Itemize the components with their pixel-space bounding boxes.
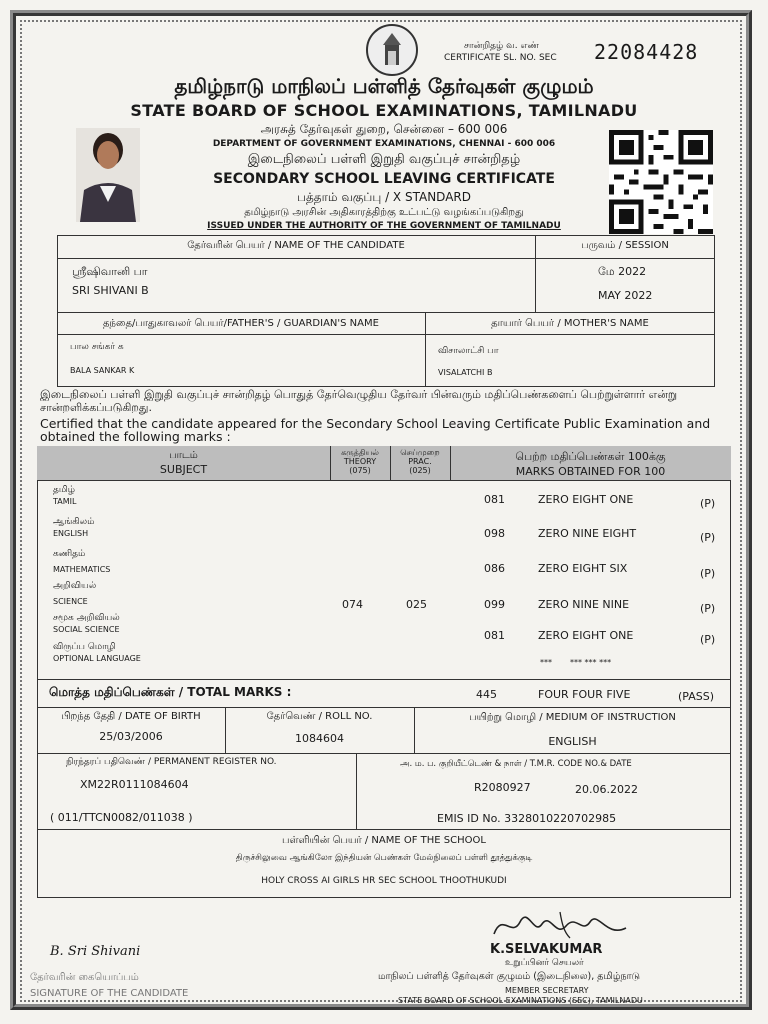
table-row: சமூக அறிவியல் SOCIAL SCIENCE <box>53 613 120 634</box>
pass-status: (P) <box>700 633 716 646</box>
father-name-label: தந்தை/பாதுகாவலர் பெயர்/FATHER'S / GUARDIAN'S NAME <box>103 318 379 329</box>
candidate-signature-label-english: SIGNATURE OF THE CANDIDATE <box>30 988 189 999</box>
dob-value: 25/03/2006 <box>99 730 163 743</box>
marks-header-tamil: பெற்ற மதிப்பெண்கள் 100க்கு <box>515 450 666 463</box>
authority-tamil: தமிழ்நாடு அரசின் அதிகாரத்திற்கு உட்பட்டு வழங்கப்படுகிறது <box>244 207 524 218</box>
subject-header-english: SUBJECT <box>159 463 208 476</box>
board-name-english: STATE BOARD OF SCHOOL EXAMINATIONS (SEC), TAMILNADU <box>398 996 643 1005</box>
roll-no-value: 1084604 <box>295 732 344 745</box>
tamilnadu-emblem-icon <box>366 24 418 76</box>
school-name-english: HOLY CROSS AI GIRLS HR SEC SCHOOL THOOTHUKUDI <box>261 876 507 886</box>
table-row: ஆங்கிலம் ENGLISH <box>53 517 95 538</box>
marks-value: 081 <box>484 629 505 642</box>
standard-label: பத்தாம் வகுப்பு / X STANDARD <box>297 190 471 204</box>
candidate-name-tamil: ஸ்ரீஷிவானி பா <box>72 265 148 278</box>
candidate-signature-label-tamil: தேர்வரின் கையொப்பம் <box>30 972 139 983</box>
department-english: DEPARTMENT OF GOVERNMENT EXAMINATIONS, CHENNAI - 600 006 <box>212 139 556 149</box>
result-status: (PASS) <box>678 690 715 703</box>
marks-value: *** <box>540 658 552 667</box>
table-row: தமிழ் TAMIL <box>53 485 77 506</box>
member-secretary-label: MEMBER SECRETARY <box>505 986 589 995</box>
subject-header-tamil: பாடம் <box>169 450 198 461</box>
marks-value: 099 <box>484 598 505 611</box>
tmr-label: அ. ம. ப. குறியீட்டெண் & நாள் / T.M.R. CODE NO.& DATE <box>400 759 632 769</box>
certificate-serial-number: 22084428 <box>594 40 699 64</box>
session-english: MAY 2022 <box>598 289 653 302</box>
certificate-name-tamil: இடைநிலைப் பள்ளி இறுதி வகுப்புச் சான்றிதழ் <box>247 152 521 167</box>
mother-name-label: தாயார் பெயர் / MOTHER'S NAME <box>491 318 649 329</box>
marks-header-english: MARKS OBTAINED FOR 100 <box>515 465 666 478</box>
marks-in-words: ZERO NINE EIGHT <box>538 527 637 540</box>
total-marks-words: FOUR FOUR FIVE <box>538 688 631 701</box>
candidate-name-label: தேர்வரின் பெயர் / NAME OF THE CANDIDATE <box>187 240 405 251</box>
candidate-signature: B. Sri Shivani <box>50 944 141 959</box>
officer-name: K.SELVAKUMAR <box>490 942 603 957</box>
dob-label: பிறந்த தேதி / DATE OF BIRTH <box>61 711 201 722</box>
pass-status: (P) <box>700 567 716 580</box>
certification-statement-tamil: இடைநிலைப் பள்ளி இறுதி வகுப்புச் சான்றிதழ் பொதுத் தேர்வெழுதிய தேர்வர் பின்வரும் மதிப்பெண்களைப் பெற்றுள்ளார் என்று சான்றளிக்கப்படுகிறது. <box>40 388 678 414</box>
marks-value: 098 <box>484 527 505 540</box>
marks-value: 086 <box>484 562 505 575</box>
table-row: அறிவியல் SCIENCE <box>53 581 97 606</box>
father-name-tamil: பால சங்கர் க <box>70 342 124 352</box>
qr-code-icon <box>609 130 713 234</box>
prn-value: XM22R0111084604 <box>80 778 189 791</box>
total-marks-value: 445 <box>476 688 497 701</box>
officer-title-tamil: உறுப்பினர் செயலர் <box>505 958 584 968</box>
candidate-name-english: SRI SHIVANI B <box>72 284 149 297</box>
school-label: பள்ளியின் பெயர் / NAME OF THE SCHOOL <box>282 835 486 846</box>
emis-id: EMIS ID No. 3328010220702985 <box>437 812 617 825</box>
mother-name-english: VISALATCHI B <box>438 368 493 377</box>
department-tamil: அரசுத் தேர்வுகள் துறை, சென்னை – 600 006 <box>260 122 508 136</box>
marks-value: 081 <box>484 493 505 506</box>
practical-header: செய்முறை PRAC. (025) <box>400 448 440 475</box>
pass-status: (P) <box>700 531 716 544</box>
table-row: விருப்ப மொழி OPTIONAL LANGUAGE <box>53 642 141 663</box>
marks-in-words: ZERO NINE NINE <box>538 598 630 611</box>
tmr-code: R2080927 <box>474 781 531 794</box>
medium-value: ENGLISH <box>548 735 597 748</box>
certificate-name-english: SECONDARY SCHOOL LEAVING CERTIFICATE <box>213 171 555 187</box>
father-name-english: BALA SANKAR K <box>70 366 135 375</box>
marks-in-words: *** *** *** <box>570 658 612 667</box>
certification-statement-english: Certified that the candidate appeared for the Secondary School Leaving Certificate Public Examination and obtained the following marks : <box>40 416 711 444</box>
mother-name-tamil: விசாலாட்சி பா <box>438 346 499 356</box>
theory-header: கருத்தியல் THEORY (075) <box>341 448 379 475</box>
marks-in-words: ZERO EIGHT ONE <box>538 629 634 642</box>
prn-label: நிரந்தரப் பதிவெண் / PERMANENT REGISTER NO. <box>66 757 277 767</box>
practical-marks: 025 <box>406 598 427 611</box>
medium-label: பயிற்று மொழி / MEDIUM OF INSTRUCTION <box>469 712 676 723</box>
table-row: கணிதம் MATHEMATICS <box>53 549 111 574</box>
tmr-date: 20.06.2022 <box>575 783 638 796</box>
board-title-english: STATE BOARD OF SCHOOL EXAMINATIONS, TAMILNADU <box>130 101 638 120</box>
board-name-tamil: மாநிலப் பள்ளித் தேர்வுகள் குழுமம் (இடைநிலை), தமிழ்நாடு <box>378 971 641 982</box>
theory-marks: 074 <box>342 598 363 611</box>
ttcn-code: ( 011/TTCN0082/011038 ) <box>50 811 193 824</box>
session-label: பருவம் / SESSION <box>581 240 669 251</box>
pass-status: (P) <box>700 497 716 510</box>
certificate-serial-label: சான்றிதழ் வ. எண் CERTIFICATE SL. NO. SEC <box>444 41 557 63</box>
board-title-tamil: தமிழ்நாடு மாநிலப் பள்ளித் தேர்வுகள் குழுமம் <box>174 74 594 98</box>
school-name-tamil: திருச்சிலுவை ஆங்கிலோ இந்தியன் பெண்கள் மேல்நிலைப் பள்ளி தூத்துக்குடி <box>235 853 533 863</box>
session-tamil: மே 2022 <box>598 265 647 278</box>
marks-in-words: ZERO EIGHT ONE <box>538 493 634 506</box>
marks-in-words: ZERO EIGHT SIX <box>538 562 628 575</box>
pass-status: (P) <box>700 602 716 615</box>
authority-english: ISSUED UNDER THE AUTHORITY OF THE GOVERNMENT OF TAMILNADU <box>207 221 561 231</box>
candidate-photo <box>76 128 140 222</box>
total-marks-label: மொத்த மதிப்பெண்கள் / TOTAL MARKS : <box>49 685 292 699</box>
roll-no-label: தேர்வெண் / ROLL NO. <box>266 711 373 722</box>
